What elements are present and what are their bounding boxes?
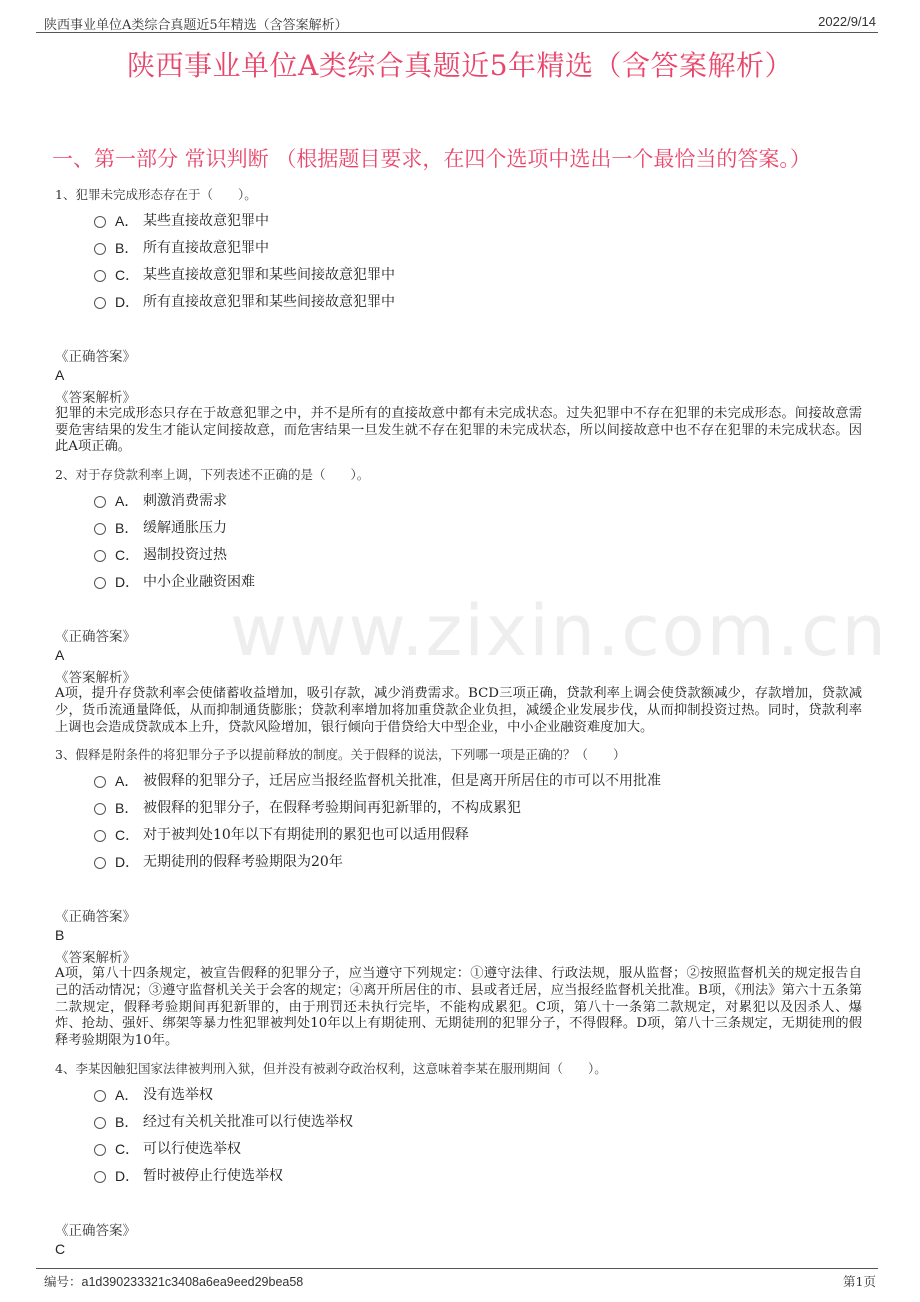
explanation-text: A项，第八十四条规定，被宣告假释的犯罪分子，应当遵守下列规定：①遵守法律、行政法规，服从监督；②按照监督机关的规定报告自己的活动情况；③遵守监督机关关于会客的规定；④离开所居住的市、县或者迁居，应当报经监督机关批准。B项，《刑法》第六十五条第二款规定，假释考验期间再犯新罪的，由于刑罚还未执行完毕，不能构成累犯。C项，第八十一条第二款规定，对累犯以及因杀人、爆炸、抢劫、强奸、绑架等暴力性犯罪被判处10年以上有期徒刑、无期徒刑的犯罪分子，不得假释。D项，第八十三条规定，无期徒刑的假释考验期限为10年。 <box>55 966 862 1049</box>
answer-label: 《正确答案》 <box>55 349 136 365</box>
option-letter: A． <box>115 773 139 790</box>
header-doc-name: 陕西事业单位A类综合真题近5年精选（含答案解析） <box>44 18 348 33</box>
answer-value: A <box>55 647 65 664</box>
option-text: 所有直接故意犯罪和某些间接故意犯罪中 <box>143 294 395 310</box>
question-4 <box>55 1060 862 1258</box>
option-a[interactable] <box>55 770 862 797</box>
option-letter: D． <box>115 854 140 871</box>
option-text: 缓解通胀压力 <box>143 520 227 537</box>
option-c[interactable] <box>55 824 862 851</box>
section-heading: 一、第一部分 常识判断 （根据题目要求，在四个选项中选出一个最恰当的答案。） <box>52 147 811 171</box>
question-stem: 3、假释是附条件的将犯罪分子予以提前释放的制度。关于假释的说法，下列哪一项是正确的？（ ） <box>55 747 626 763</box>
explanation-label: 《答案解析》 <box>55 670 136 687</box>
option-d[interactable] <box>55 1165 862 1192</box>
option-letter: D． <box>115 574 140 591</box>
radio-icon[interactable] <box>94 830 106 842</box>
radio-icon[interactable] <box>94 857 106 869</box>
option-d[interactable] <box>55 851 862 878</box>
option-text: 被假释的犯罪分子，迁居应当报经监督机关批准，但是离开所居住的市可以不用批准 <box>143 773 661 790</box>
option-text: 可以行使选举权 <box>143 1140 241 1157</box>
explanation-label: 《答案解析》 <box>55 390 136 406</box>
explanation-text: A项，提升存贷款利率会使储蓄收益增加，吸引存款，减少消费需求。BCD三项正确，贷款利率上调会使贷款额减少，存款增加，贷款减少，货币流通量降低，从而抑制通货膨胀；贷款利率增加将加重贷款企业负担，减缓企业发展步伐，从而抑制投资过热。同时，贷款利率上调也会造成贷款成本上升，贷款风险增加，银行倾向于借贷给大中型企业，中小企业融资难度加大。 <box>55 686 862 735</box>
page-header <box>36 10 878 33</box>
option-text: 经过有关机关批准可以行使选举权 <box>143 1113 353 1130</box>
answer-value: B <box>55 927 65 944</box>
option-b[interactable] <box>55 797 862 824</box>
option-a[interactable] <box>55 1084 862 1111</box>
option-letter: C． <box>115 827 140 844</box>
option-text: 被假释的犯罪分子，在假释考验期间再犯新罪的，不构成累犯 <box>143 800 521 817</box>
option-b[interactable] <box>55 237 862 264</box>
option-text: 某些直接故意犯罪中 <box>143 213 269 229</box>
option-text: 遏制投资过热 <box>143 547 227 564</box>
option-a[interactable] <box>55 210 862 237</box>
option-letter: C． <box>115 547 140 564</box>
option-letter: B． <box>115 1113 139 1130</box>
radio-icon[interactable] <box>94 297 106 309</box>
question-stem: 4、李某因触犯国家法律被判刑入狱，但并没有被剥夺政治权利，这意味着李某在服刑期间（ ）。 <box>55 1060 607 1076</box>
radio-icon[interactable] <box>94 803 106 815</box>
question-1 <box>55 186 862 456</box>
option-letter: A． <box>115 493 139 510</box>
option-letter: C． <box>115 1140 140 1157</box>
option-text: 中小企业融资困难 <box>143 574 255 591</box>
explanation-text: 犯罪的未完成形态只存在于故意犯罪之中，并不是所有的直接故意中都有未完成状态。过失犯罪中不存在犯罪的未完成形态。间接故意需要危害结果的发生才能认定间接故意，而危害结果一旦发生就不存在犯罪的未完成状态，所以间接故意中也不存在犯罪的未完成状态。因此A项正确。 <box>55 406 862 455</box>
option-text: 某些直接故意犯罪和某些间接故意犯罪中 <box>143 267 395 283</box>
radio-icon[interactable] <box>94 577 106 589</box>
document-title: 陕西事业单位A类综合真题近5年精选（含答案解析） <box>126 49 794 82</box>
footer-doc-id: 编号：a1d390233321c3408a6ea9eed29bea58 <box>44 1275 304 1289</box>
radio-icon[interactable] <box>94 550 106 562</box>
footer-page-number: 第1页 <box>843 1274 876 1289</box>
option-text: 暂时被停止行使选举权 <box>143 1167 283 1184</box>
question-stem: 1、犯罪未完成形态存在于（ ）。 <box>55 187 257 202</box>
option-letter: A． <box>115 213 139 229</box>
radio-icon[interactable] <box>94 1171 106 1183</box>
option-a[interactable] <box>55 490 862 517</box>
header-date: 2022/9/14 <box>818 14 876 29</box>
option-b[interactable] <box>55 517 862 544</box>
option-c[interactable] <box>55 264 862 291</box>
watermark: www.zixin.com.cn <box>230 590 888 672</box>
option-b[interactable] <box>55 1111 862 1138</box>
radio-icon[interactable] <box>94 216 106 228</box>
option-c[interactable] <box>55 1138 862 1165</box>
option-letter: B． <box>115 240 139 256</box>
option-letter: C． <box>115 267 140 283</box>
answer-value: C <box>55 1240 66 1257</box>
question-2 <box>55 466 862 736</box>
option-text: 没有选举权 <box>143 1086 213 1103</box>
answer-label: 《正确答案》 <box>55 629 136 646</box>
radio-icon[interactable] <box>94 776 106 788</box>
radio-icon[interactable] <box>94 1117 106 1129</box>
radio-icon[interactable] <box>94 496 106 508</box>
answer-label: 《正确答案》 <box>55 1222 136 1239</box>
option-letter: D． <box>115 294 140 310</box>
option-text: 所有直接故意犯罪中 <box>143 240 269 256</box>
option-d[interactable] <box>55 291 862 318</box>
option-text: 无期徒刑的假释考验期限为20年 <box>143 854 343 871</box>
radio-icon[interactable] <box>94 270 106 282</box>
radio-icon[interactable] <box>94 243 106 255</box>
option-c[interactable] <box>55 544 862 571</box>
option-letter: A． <box>115 1086 139 1103</box>
radio-icon[interactable] <box>94 1144 106 1156</box>
radio-icon[interactable] <box>94 1090 106 1102</box>
page-footer <box>36 1268 878 1289</box>
answer-value: A <box>55 367 65 383</box>
question-stem: 2、对于存贷款利率上调，下列表述不正确的是（ ）。 <box>55 467 370 483</box>
option-text: 刺激消费需求 <box>143 493 227 510</box>
question-3 <box>55 746 862 1050</box>
option-d[interactable] <box>55 571 862 598</box>
explanation-label: 《答案解析》 <box>55 950 136 967</box>
option-letter: D． <box>115 1167 140 1184</box>
option-text: 对于被判处10年以下有期徒刑的累犯也可以适用假释 <box>143 827 469 844</box>
option-letter: B． <box>115 800 139 817</box>
question-list <box>55 186 862 1264</box>
option-letter: B． <box>115 520 139 537</box>
answer-label: 《正确答案》 <box>55 909 136 926</box>
radio-icon[interactable] <box>94 523 106 535</box>
